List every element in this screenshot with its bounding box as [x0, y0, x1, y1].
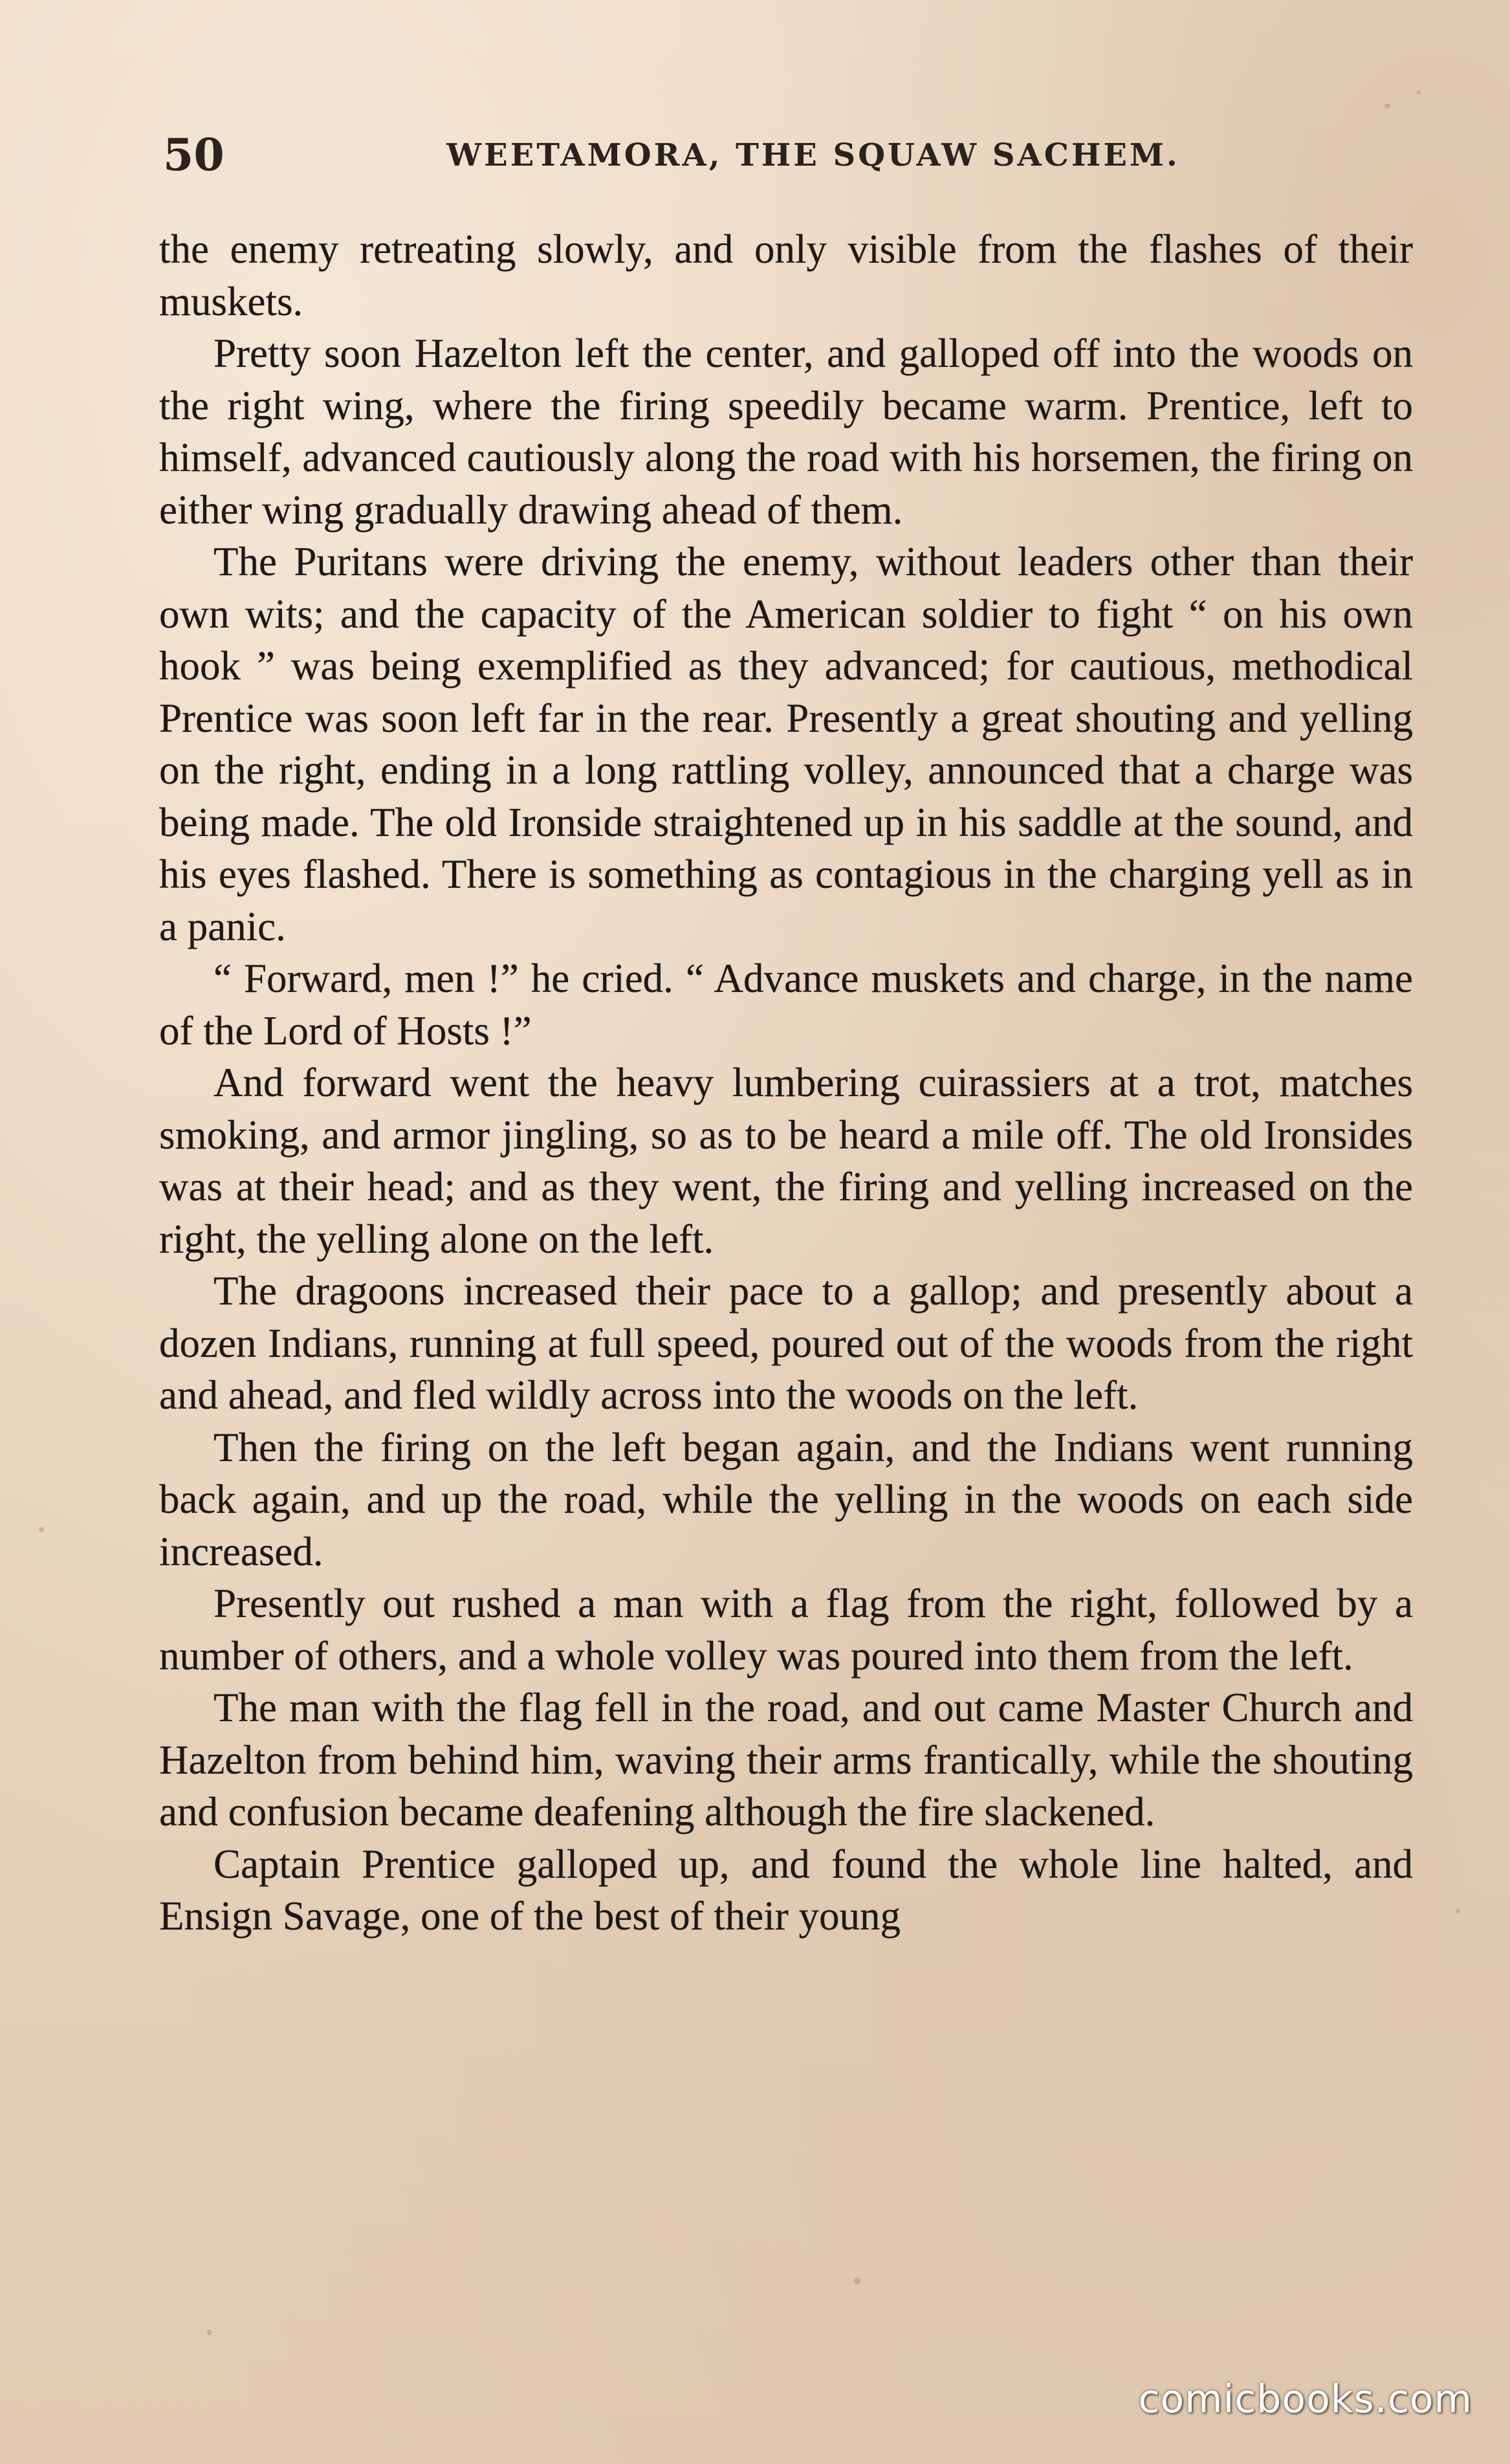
paragraph: Captain Prentice galloped up, and found the whole line halted, and Ensign Savage, one of the best of their young: [159, 1841, 1413, 1939]
page-header: [163, 126, 1412, 184]
paragraph: the enemy retreating slowly, and only visible from the flashes of their muskets.: [159, 226, 1413, 324]
paragraph: The Puritans were driving the enemy, without leaders other than their own wits; and the capacity of the American soldier to fight “ on his own hook ” was being exemplified as they advanced; for cautious, methodical Prentice was soon left far in the rear. Presently a great shouting and yelling on the right, ending in a long rattling volley, announced that a charge was being made. The old Ironside straightened up in his saddle at the sound, and his eyes flashed. There is something as contagious in the charging yell as in a panic.: [159, 539, 1413, 949]
watermark-text: comicbooks.com: [1138, 2377, 1472, 2422]
paper-speck: [1417, 91, 1421, 94]
paper-speck: [207, 2329, 212, 2335]
paper-speck: [1456, 1909, 1460, 1913]
page-number: 50: [163, 129, 224, 181]
paper-speck: [854, 2278, 860, 2284]
running-title: WEETAMORA, THE SQUAW SACHEM.: [446, 137, 1180, 173]
paragraph: And forward went the heavy lumbering cuirassiers at a trot, matches smoking, and armor jingling, so as to be heard a mile off. The old Ironsides was at their head; and as they went, the firing and yelling increased on the right, the yelling alone on the left.: [159, 1060, 1413, 1262]
paragraph: Then the firing on the left began again, and the Indians went running back again, and up the road, while the yelling in the woods on each side increased.: [159, 1424, 1413, 1574]
paragraph: The dragoons increased their pace to a gallop; and presently about a dozen Indians, running at full speed, poured out of the woods from the right and ahead, and fled wildly across into the woods on the left.: [159, 1268, 1413, 1418]
paper-speck: [39, 1527, 44, 1532]
paragraph: The man with the flag fell in the road, and out came Master Church and Hazelton from behind him, waving their arms frantically, while the shouting and confusion became deafening although the fire slackened.: [159, 1685, 1413, 1834]
body-text: [159, 223, 1413, 1942]
paragraph: Pretty soon Hazelton left the center, and galloped off into the woods on the right wing, where the firing speedily became warm. Prentice, left to himself, advanced cautiously along the road with his horsemen, the firing on either wing gradually drawing ahead of them.: [159, 331, 1413, 533]
paper-speck: [1384, 104, 1390, 108]
paragraph: “ Forward, men !” he cried. “ Advance muskets and charge, in the name of the Lord of Hosts !”: [159, 956, 1413, 1053]
paragraph: Presently out rushed a man with a flag from the right, followed by a number of others, and a whole volley was poured into them from the left.: [159, 1581, 1413, 1678]
